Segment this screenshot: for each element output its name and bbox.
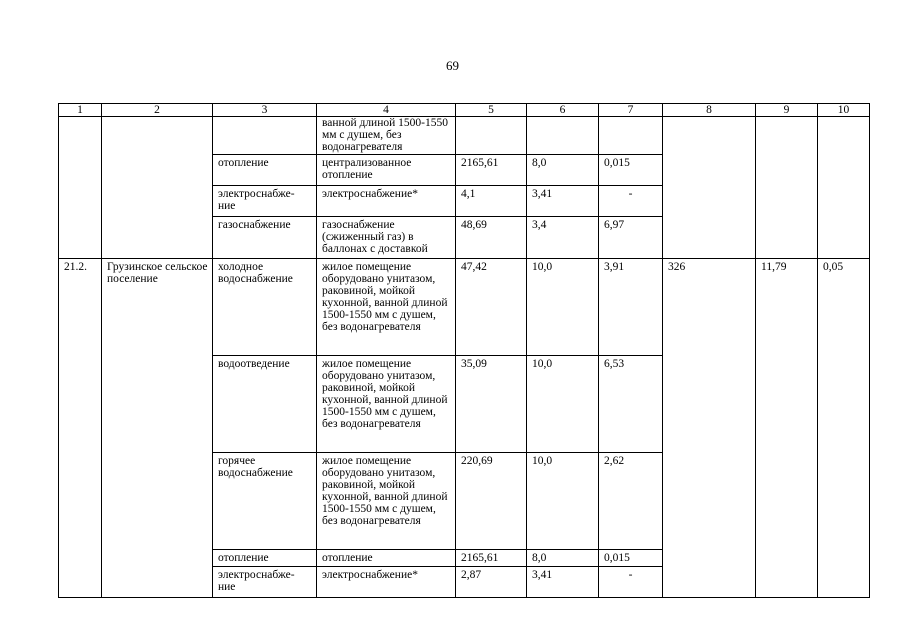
col-header-7: 7 <box>599 104 663 117</box>
service-cell: отопление <box>213 155 317 186</box>
value-cell-5: 48,69 <box>456 217 527 259</box>
cont-cell-9 <box>756 117 818 259</box>
section-number: 21.2. <box>59 259 102 598</box>
value-cell-7: 2,62 <box>599 453 663 550</box>
col-header-10: 10 <box>818 104 870 117</box>
value-cell-5: 4,1 <box>456 186 527 217</box>
value-cell-5: 2165,61 <box>456 550 527 567</box>
value-cell-5: 47,42 <box>456 259 527 356</box>
col-header-3: 3 <box>213 104 317 117</box>
cont-top-text: ванной длиной 1500-1550 мм с душем, без водонагревателя <box>317 117 456 155</box>
description-cell: жилое помещение оборудовано унитазом, раковиной, мойкой кухонной, ванной длиной 1500-1550 мм с душем, без водонагревателя <box>317 356 456 453</box>
value-cell-7: 6,53 <box>599 356 663 453</box>
description-cell: централизованное отопление <box>317 155 456 186</box>
section-value-10: 0,05 <box>818 259 870 598</box>
col-header-5: 5 <box>456 104 527 117</box>
value-cell-7: 3,91 <box>599 259 663 356</box>
service-cell: газоснабжение <box>213 217 317 259</box>
description-cell: электроснабжение* <box>317 186 456 217</box>
service-cell: электроснабже-ние <box>213 567 317 598</box>
value-cell-5: 35,09 <box>456 356 527 453</box>
value-cell-5: 220,69 <box>456 453 527 550</box>
value-cell-7: - <box>599 186 663 217</box>
value-cell-7: 6,97 <box>599 217 663 259</box>
col-header-8: 8 <box>663 104 756 117</box>
col-header-2: 2 <box>102 104 213 117</box>
col-header-6: 6 <box>527 104 599 117</box>
service-cell: горячее водоснабжение <box>213 453 317 550</box>
description-cell: жилое помещение оборудовано унитазом, раковиной, мойкой кухонной, ванной длиной 1500-1550 мм с душем, без водонагревателя <box>317 453 456 550</box>
page-number: 69 <box>446 58 459 73</box>
description-cell: электроснабжение* <box>317 567 456 598</box>
section-name: Грузинское сельское поселение <box>102 259 213 598</box>
col-header-1: 1 <box>59 104 102 117</box>
cont-cell-6 <box>527 117 599 155</box>
value-cell-6: 3,41 <box>527 186 599 217</box>
table-row <box>59 117 870 155</box>
cont-cell-8 <box>663 117 756 259</box>
cont-cell-10 <box>818 117 870 259</box>
col-header-9: 9 <box>756 104 818 117</box>
value-cell-6: 8,0 <box>527 550 599 567</box>
value-cell-5: 2,87 <box>456 567 527 598</box>
value-cell-6: 3,4 <box>527 217 599 259</box>
value-cell-6: 10,0 <box>527 259 599 356</box>
service-cell: холодное водоснабжение <box>213 259 317 356</box>
value-cell-7: 0,015 <box>599 550 663 567</box>
tariff-table <box>58 103 870 598</box>
value-cell-6: 10,0 <box>527 356 599 453</box>
value-cell-6: 8,0 <box>527 155 599 186</box>
value-cell-5: 2165,61 <box>456 155 527 186</box>
table-row <box>59 259 870 356</box>
section-value-9: 11,79 <box>756 259 818 598</box>
description-cell: отопление <box>317 550 456 567</box>
value-cell-7: - <box>599 567 663 598</box>
description-cell: жилое помещение оборудовано унитазом, раковиной, мойкой кухонной, ванной длиной 1500-1550 мм с душем, без водонагревателя <box>317 259 456 356</box>
service-cell: электроснабже-ние <box>213 186 317 217</box>
cont-cell-5 <box>456 117 527 155</box>
service-cell: отопление <box>213 550 317 567</box>
header-row <box>59 104 870 117</box>
cont-cell-1 <box>59 117 102 259</box>
value-cell-6: 10,0 <box>527 453 599 550</box>
value-cell-6: 3,41 <box>527 567 599 598</box>
value-cell-7: 0,015 <box>599 155 663 186</box>
section-value-8: 326 <box>663 259 756 598</box>
cont-cell-2 <box>102 117 213 259</box>
col-header-4: 4 <box>317 104 456 117</box>
description-cell: газоснабжение (сжиженный газ) в баллонах с доставкой <box>317 217 456 259</box>
cont-cell-7 <box>599 117 663 155</box>
cont-cell-3 <box>213 117 317 155</box>
service-cell: водоотведение <box>213 356 317 453</box>
